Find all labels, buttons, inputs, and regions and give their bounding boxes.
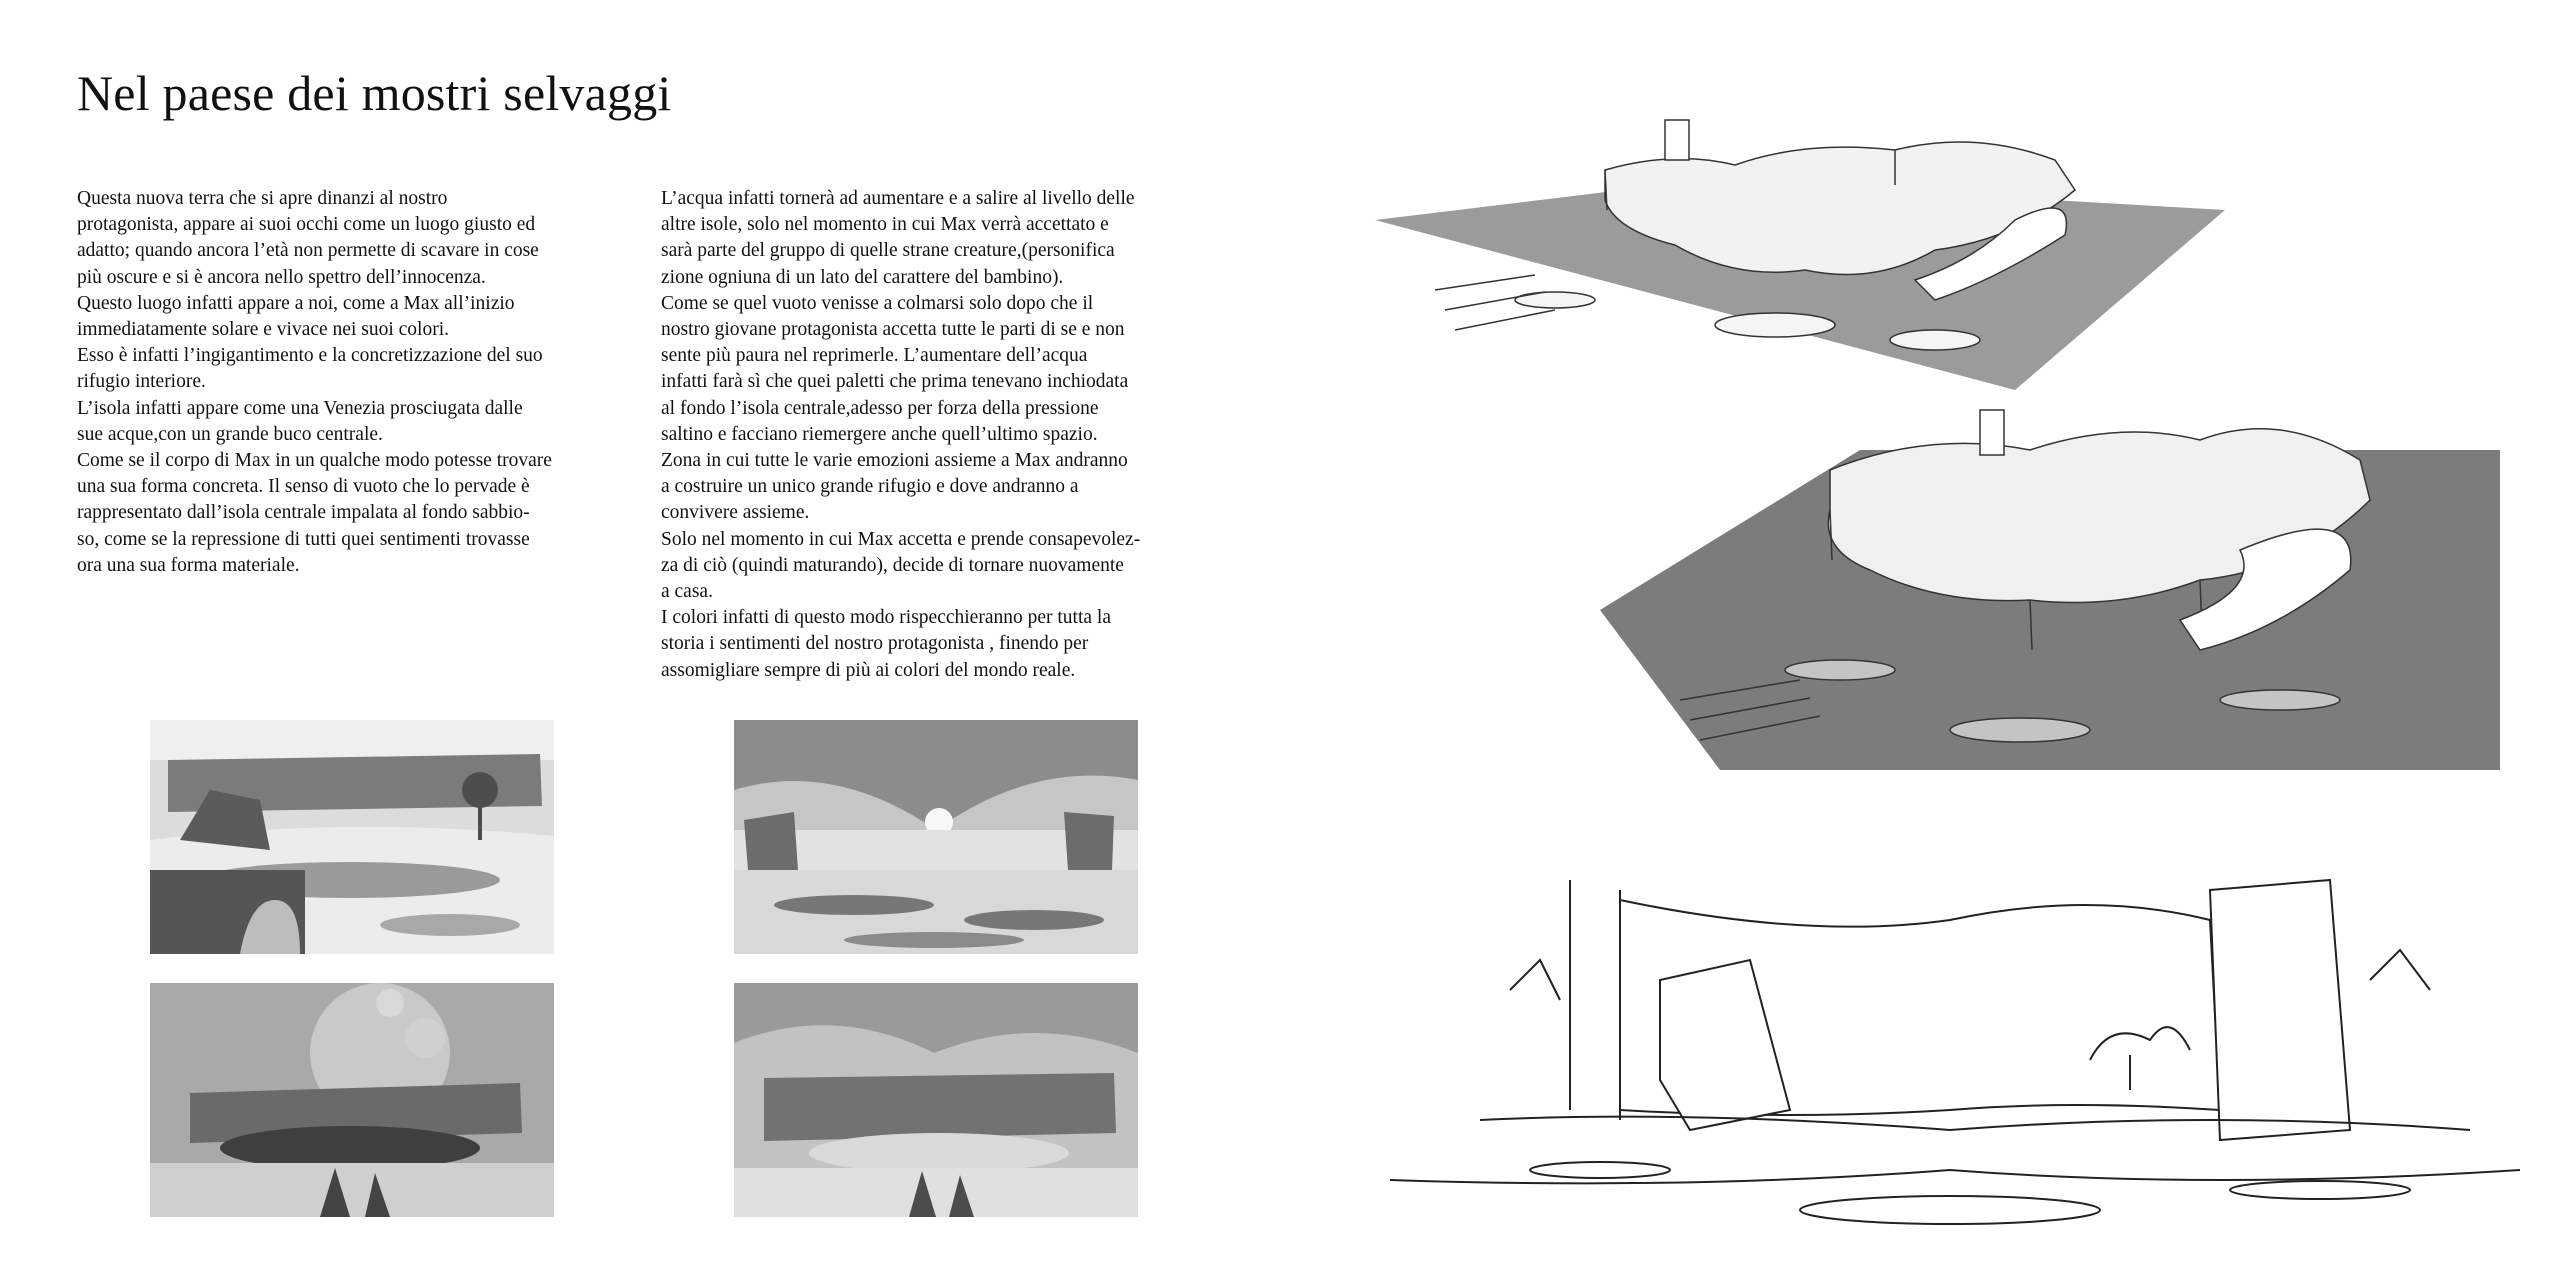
body-text-left: Questa nuova terra che si apre dinanzi al nostro protagonista, appare ai suoi occhi come un luogo giusto ed adatto; quando ancora l’età non permette di scavare in cose più oscure e si è ancora nello spettro dell’innocenza. Questo luogo infatti appare a noi, come a Max all’inizio immediatamente solare e vivace nei suoi colori. Esso è infatti l’ingigantimento e la concretizzazione del suo rifugio interiore. L’isola infatti appare come una Venezia prosciugata dalle sue acque,con un grande buco centrale. Come se il corpo di Max in un qualche modo potesse trovare una sua forma concreta. Il senso di vuoto che lo pervade è rappresentato dall’isola centrale impalata al fondo sabbio- so, come se la repressione di tutti quei sentimenti trovasse ora una sua forma materiale. <box>77 188 552 576</box>
concept-art-thumbnail-1 <box>150 720 554 954</box>
concept-art-thumbnail-3 <box>150 983 554 1217</box>
concept-art-thumbnail-4 <box>734 983 1138 1217</box>
concept-art-thumbnail-2 <box>734 720 1138 954</box>
page-title: Nel paese dei mostri selvaggi <box>77 65 672 121</box>
island-isometric-sketch-1 <box>1375 70 2225 400</box>
body-text-right: L’acqua infatti tornerà ad aumentare e a salire al livello delle altre isole, solo nel momento in cui Max verrà accettato e sarà parte del gruppo di quelle strane creature,(personifica zione ogniuna di un lato del carattere del bambino). Come se quel vuoto venisse a colmarsi solo dopo che il nostro giovane protagonista accetta tutte le parti di se e non sente più paura nel reprimerle. L’aumentare dell’acqua infatti farà sì che quei paletti che prima tenevano inchiodata al fondo l’isola centrale,adesso per forza della pressione saltino e facciano riemergere anche quell’ultimo spazio. Zona in cui tutte le varie emozioni assieme a Max andranno a costruire un unico grande rifugio e dove andranno a convivere assieme. Solo nel momento in cui Max accetta e prende consapevolez- za di ciò (quindi maturando), decide di tornare nuovamente a casa. I colori infatti di questo modo rispecchieranno per tutta la storia i sentimenti del nostro protagonista , finendo per assomigliare sempre di più ai colori del mondo reale. <box>661 188 1141 681</box>
island-isometric-sketch-2 <box>1600 370 2500 780</box>
island-perspective-line-sketch <box>1390 810 2520 1230</box>
